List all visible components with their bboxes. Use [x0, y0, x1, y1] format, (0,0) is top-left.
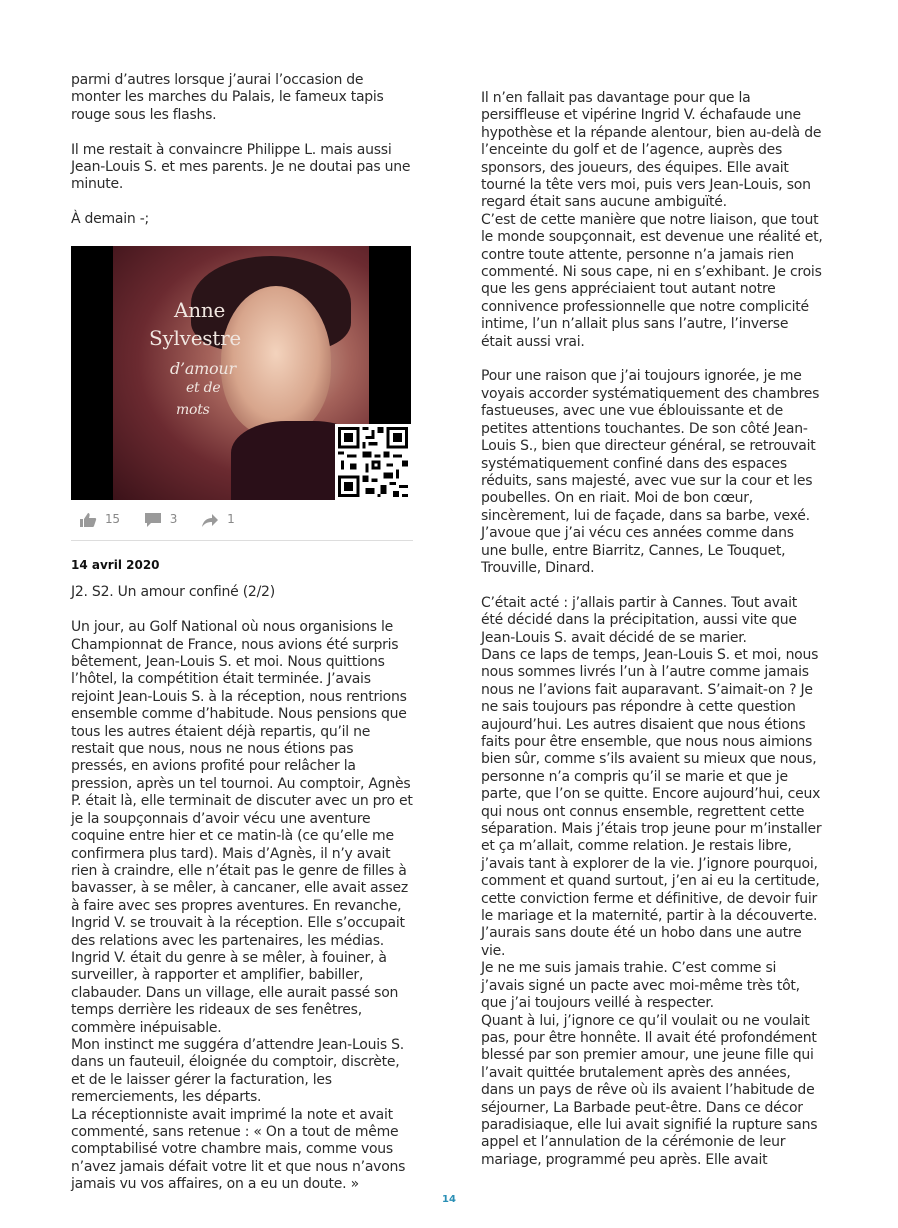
thumbs-up-icon — [79, 512, 97, 528]
intro-paragraph-1: parmi d’autres lorsque j’aurai l’occasion de monter les marches du Palais, le fameux tapis rouge sous les flashs. — [71, 72, 384, 123]
left-column — [71, 72, 413, 1194]
right-paragraph-2: C’est de cette manière que notre liaison, que tout le monde soupçonnait, est devenue une réalité et, contre toute attente, personne n’a jamais rien commenté. Ni sous cape, ni en s’exhibant. Je crois que les gens appréciaient tout autant notre connivence professionnelle que notre complicité intime, l’un n’allait plus sans l’autre, l’inverse était aussi vrai. — [481, 211, 823, 350]
share-icon — [201, 512, 219, 528]
qr-code-icon[interactable] — [335, 424, 411, 500]
cover-title-1: d’amour — [170, 359, 236, 379]
intro-paragraph-3: À demain -; — [71, 211, 149, 228]
cover-artist-first: Anne — [174, 298, 226, 323]
right-paragraph-3: Pour une raison que j’ai toujours ignorée, je me voyais accorder systématiquement des chambres fastueuses, avec une vue éblouissante et de petites attentions touchantes. De son côté Jean-Louis S., bien que directeur général, se retrouvait systématiquement confiné dans des espaces réduits, sans majesté, avec vue sur la cour et les poubelles. On en riait. Moi de bon cœur, sincèrement, lui de façade, dans sa barbe, vexé. J’avoue que j’ai vécu ces années comme dans une bulle, entre Biarritz, Cannes, Le Touquet, Trouville, Dinard. — [481, 368, 820, 576]
right-paragraph-4: C’était acté : j’allais partir à Cannes. Tout avait été décidé dans la précipitation, aussi vite que Jean-Louis S. avait décidé de se marier. — [481, 594, 798, 646]
body-paragraph-2: Mon instinct me suggéra d’attendre Jean-Louis S. dans un fauteuil, éloignée du comptoir, discrète, et de le laisser gérer la facturation, les remerciements, les départs. — [71, 1036, 404, 1106]
right-paragraph-7: Quant à lui, j’ignore ce qu’il voulait ou ne voulait pas, pour être honnête. Il avait été profondément blessé par son premier amour, une jeune fille qui l’avait quittée brutalement après des années, dans un pays de rêve où ils avaient l’habitude de séjourner, La Barbade peut-être. Dans ce décor paradisiaque, elle lui avait signifié la rupture sans appel et l’annulation de la cérémonie de leur mariage, programmé peu après. Elle avait — [481, 1012, 818, 1168]
album-cover-image — [71, 246, 411, 500]
intro-paragraph-2: Il me restait à convaincre Philippe L. mais aussi Jean-Louis S. et mes parents. Je ne doutai pas une minute. — [71, 141, 411, 193]
right-column — [481, 90, 823, 1169]
cover-title-2: et de — [186, 380, 221, 397]
comment-button[interactable] — [144, 511, 177, 528]
post-date: 14 avril 2020 — [71, 558, 160, 573]
comment-icon — [144, 512, 162, 528]
cover-artist-last: Sylvestre — [149, 326, 241, 351]
post-subtitle: J2. S2. Un amour confiné (2/2) — [71, 584, 275, 601]
right-paragraph-6: Je ne me suis jamais trahie. C’est comme si j’avais signé un pacte avec moi-même très tôt, que j’ai toujours veillé à respecter. — [481, 960, 800, 1012]
body-paragraph-3: La réceptionniste avait imprimé la note et avait commenté, sans retenue : « On a tout de même comptabilisé votre chambre mais, comme vous n’avez jamais défait votre lit et que nous n’avons jamais vu vos affaires, on a eu un doute. » — [71, 1106, 406, 1193]
cover-face — [221, 286, 331, 436]
likes-count: 15 — [105, 512, 120, 527]
right-paragraph-1: Il n’en fallait pas davantage pour que la persiffleuse et vipérine Ingrid V. échafaude une hypothèse et la répande alentour, bien au-delà de l’enceinte du golf et de l’agence, auprès des sponsors, des joueurs, des équipes. Elle avait tourné la tête vers moi, puis vers Jean-Louis, son regard était sans aucune ambiguïté. — [481, 90, 822, 211]
shares-count: 1 — [227, 512, 235, 527]
cover-title-3: mots — [176, 402, 210, 419]
right-paragraph-5: Dans ce laps de temps, Jean-Louis S. et moi, nous nous sommes livrés l’un à l’autre comme jamais nous ne l’avions fait auparavant. S’aimait-on ? Je ne sais toujours pas répondre à cette question aujourd’hui. Les autres disaient que nous étions faits pour être ensemble, que nous nous aimions bien sûr, comme s’ils avaient su mieux que nous, personne n’a compris qu’il se marie et que je parte, que l’on se quitte. Encore aujourd’hui, ceux qui nous ont connus ensemble, regrettent cette séparation. Mais j’étais trop jeune pour m’installer et ça m’allait, comme relation. Je restais libre, j’avais tant à explorer de la vie. J’ignore pourquoi, comment et quand surtout, j’en ai eu la certitude, cette conviction ferme et définitive, de devoir fuir le mariage et la maternité, partir à la découverte. J’aurais sans doute été un hobo dans une autre vie. — [481, 646, 822, 959]
social-bar — [71, 500, 413, 541]
page-number: 14 — [442, 1194, 456, 1205]
comments-count: 3 — [169, 512, 178, 527]
share-button[interactable] — [201, 511, 234, 528]
body-paragraph-1: Un jour, au Golf National où nous organisions le Championnat de France, nous avions été surpris bêtement, Jean-Louis S. et moi. Nous quittions l’hôtel, la compétition était terminée. J’avais rejoint Jean-Louis S. à la réception, nous rentrions ensemble comme d’habitude. Nous pensions que tous les autres étaient déjà repartis, qu’il ne restait que nous, nous ne nous étions pas pressés, en avions profité pour relâcher la pression, après un tel tournoi. Au comptoir, Agnès P. était là, elle terminait de discuter avec un pro et je la soupçonnais d’avoir vécu une aventure coquine entre hier et ce matin-là (ce qu’elle me confirmera plus tard). Mais d’Agnès, il n’y avait rien à craindre, elle n’était pas le genre de filles à bavasser, à se mêler, à cancaner, elle avait assez à faire avec ses propres aventures. En revanche, Ingrid V. se trouvait à la réception. Elle s’occupait des relations avec les partenaires, les médias. Ingrid V. était du genre à se mêler, à fouiner, à surveiller, à rapporter et amplifier, babiller, clabauder. Dans un village, elle aurait passé son temps derrière les rideaux de ses fenêtres, commère inépuisable. — [71, 619, 413, 1036]
like-button[interactable] — [79, 511, 120, 528]
